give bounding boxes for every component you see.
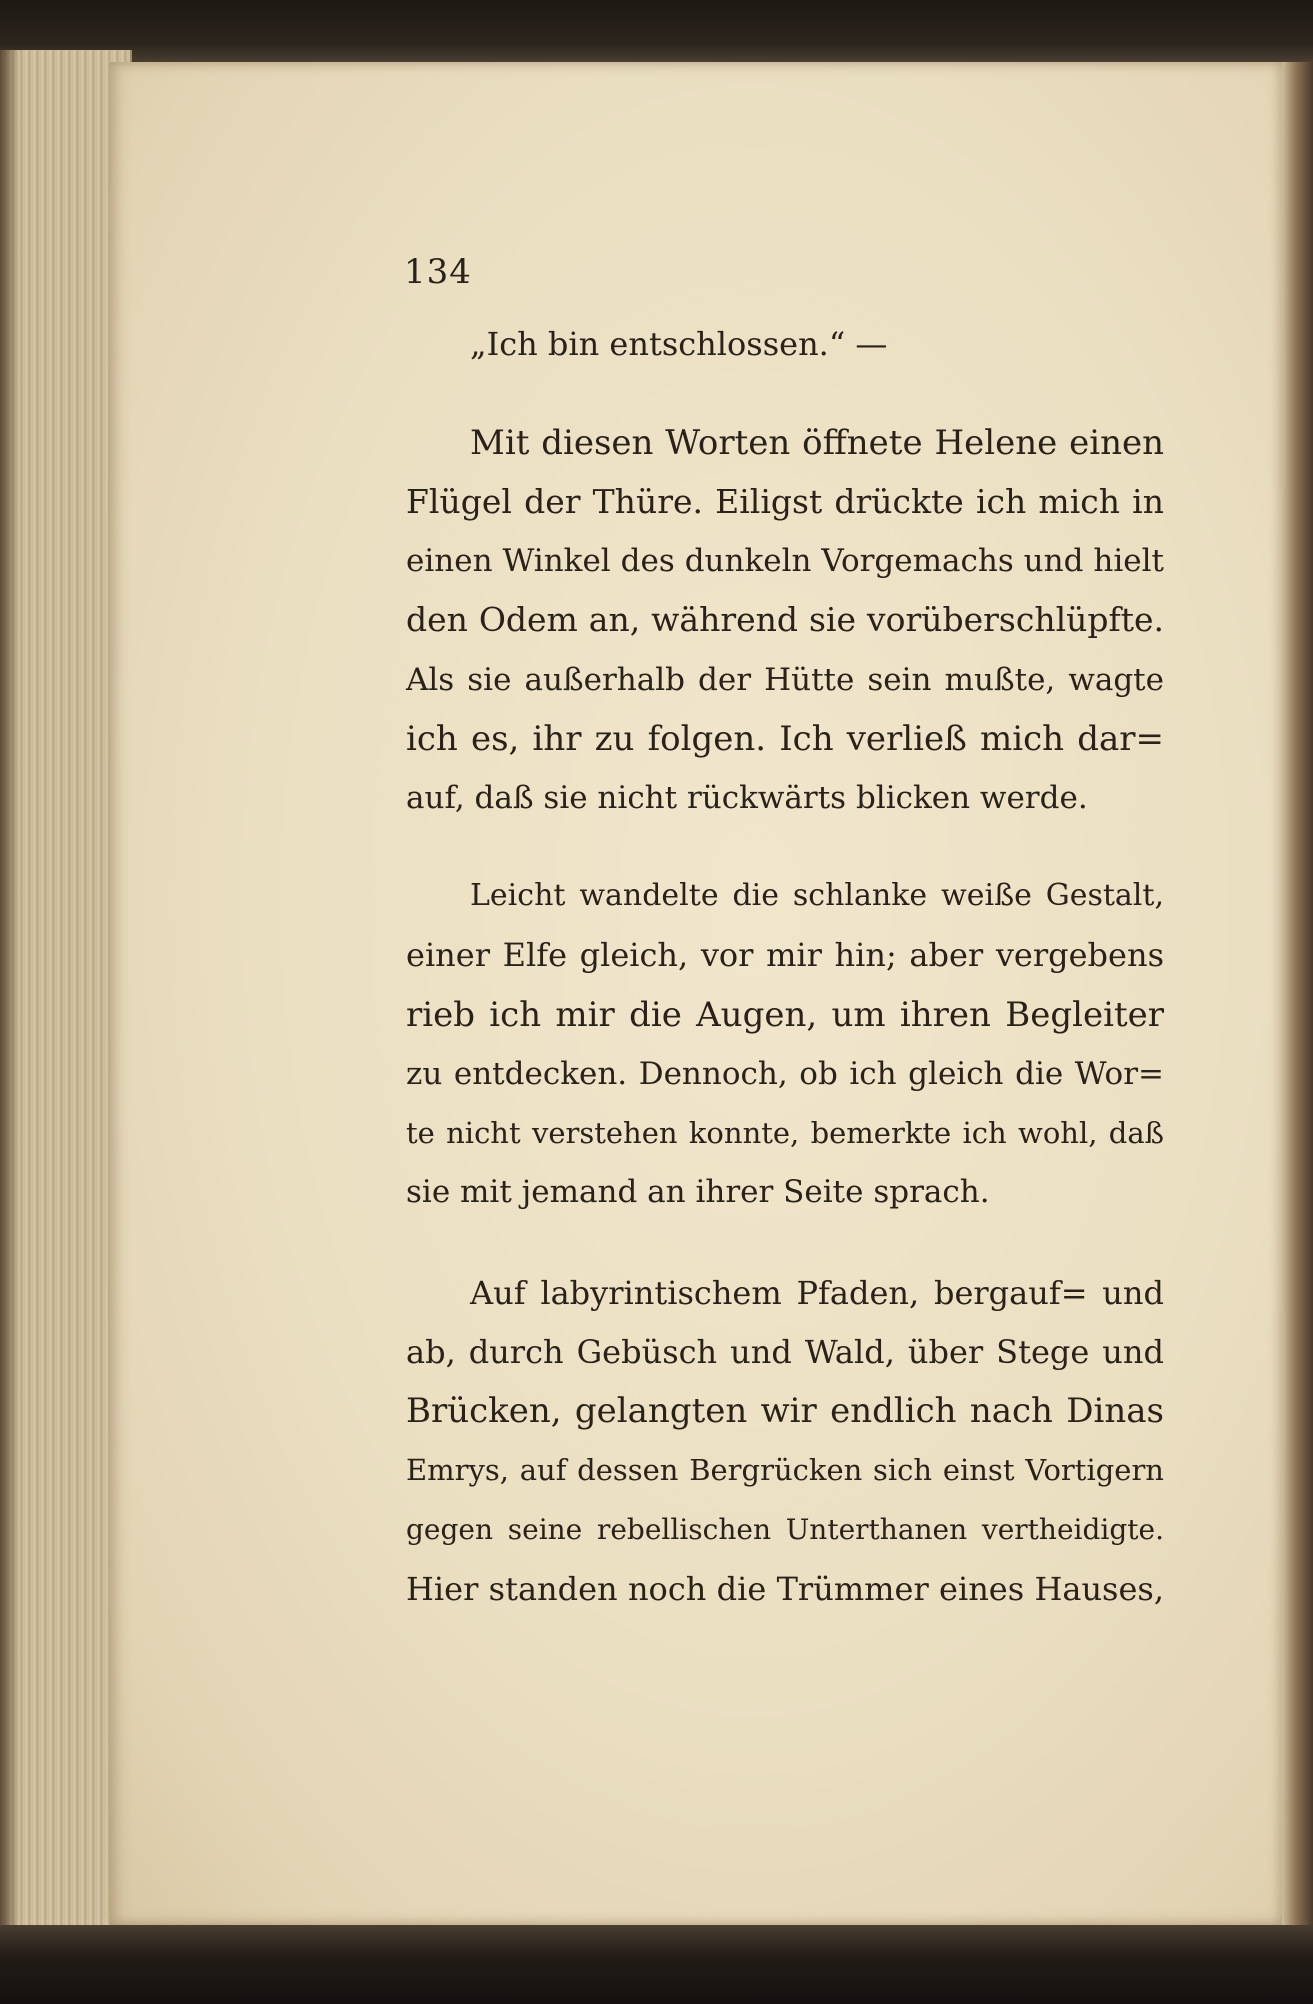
text-line-13: te nicht verstehen konnte, bemerkte ich wohl, daß: [406, 1116, 1164, 1150]
text-line-7: ich es, ihr zu folgen. Ich verließ mich dar=: [406, 719, 1164, 759]
binding-shadow: [0, 50, 20, 1940]
text-line-9: Leicht wandelte die schlanke weiße Gestalt,: [470, 878, 1164, 913]
text-line-5: den Odem an, während sie vorüberschlüpfte.: [406, 600, 1164, 639]
text-line-1: „Ich bin entschlossen.“ —: [470, 325, 888, 363]
text-line-11: rieb ich mir die Augen, um ihren Begleiter: [406, 995, 1164, 1035]
text-line-14: sie mit jemand an ihrer Seite sprach.: [406, 1174, 990, 1210]
book-cover-edge: [1282, 62, 1313, 1925]
text-line-20: Hier standen noch die Trümmer eines Hauses,: [406, 1570, 1164, 1608]
text-line-18: Emrys, auf dessen Bergrücken sich einst Vortigern: [406, 1453, 1164, 1487]
text-line-6: Als sie außerhalb der Hütte sein mußte, wagte: [406, 662, 1164, 698]
text-line-16: ab, durch Gebüsch und Wald, über Stege und: [406, 1333, 1164, 1371]
text-line-10: einer Elfe gleich, vor mir hin; aber vergebens: [406, 936, 1164, 974]
top-scan-border: [0, 0, 1313, 62]
text-line-17: Brücken, gelangten wir endlich nach Dinas: [406, 1391, 1164, 1431]
text-line-12: zu entdecken. Dennoch, ob ich gleich die Wor=: [406, 1056, 1164, 1092]
page-number: 134: [404, 252, 472, 292]
text-line-19: gegen seine rebellischen Unterthanen vertheidigte.: [406, 1513, 1164, 1546]
bottom-scan-border: [0, 1925, 1313, 2004]
text-line-2: Mit diesen Worten öffnete Helene einen: [470, 423, 1164, 463]
text-line-4: einen Winkel des dunkeln Vorgemachs und hielt: [406, 543, 1164, 579]
text-line-15: Auf labyrintischem Pfaden, bergauf= und: [470, 1274, 1164, 1312]
text-line-3: Flügel der Thüre. Eiligst drückte ich mich in: [406, 482, 1164, 521]
text-line-8: auf, daß sie nicht rückwärts blicken werde.: [406, 780, 1088, 816]
